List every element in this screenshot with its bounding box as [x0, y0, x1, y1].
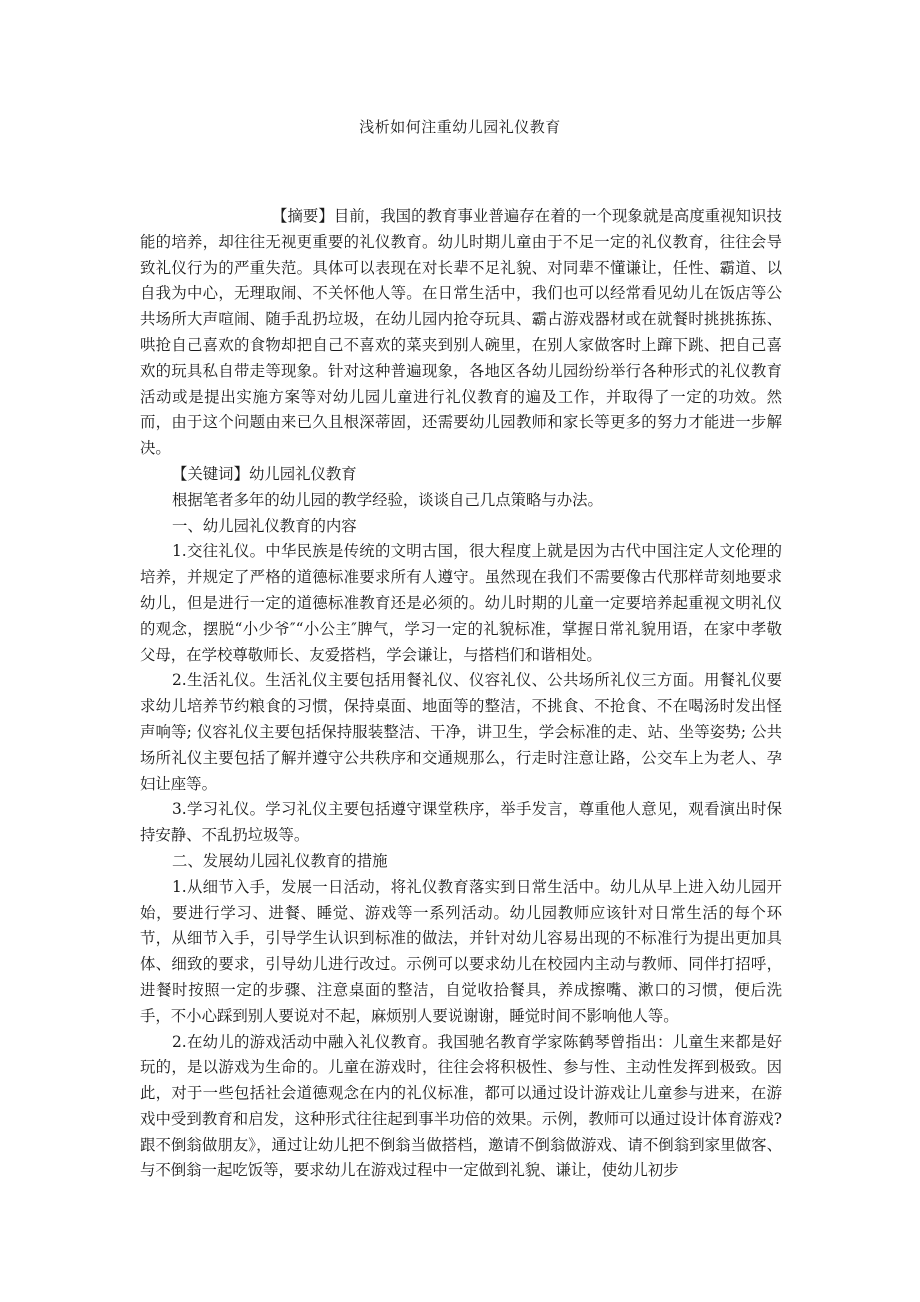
- paragraph-life-etiquette: 2.生活礼仪。生活礼仪主要包括用餐礼仪、仪容礼仪、公共场所礼仪三方面。用餐礼仪要求幼儿培养节约粮食的习惯，保持桌面、地面等的整洁，不挑食、不抢食、不在喝汤时发出怪声响等; 仪容礼仪主要包括保持服装整洁、干净，讲卫生，学会标准的走、站、坐等姿势; 公共场所礼仪主要包括了解并遵守公共秩序和交通规那么，行走时注意让路，公交车上为老人、孕妇让座等。: [140, 671, 782, 793]
- section-heading-2: 二、发展幼儿园礼仪教育的措施: [172, 851, 388, 870]
- paragraph-daily-activities: 1.从细节入手，发展一日活动，将礼仪教育落实到日常生活中。幼儿从早上进入幼儿园开始，要进行学习、进餐、睡觉、游戏等一系列活动。幼儿园教师应该针对日常生活的每个环节，从细节入手，引导学生认识到标准的做法，并针对幼儿容易出现的不标准行为提出更加具体、细致的要求，引导幼儿进行改过。示例可以要求幼儿在校园内主动与教师、同伴打招呼，进餐时按照一定的步骤、注意桌面的整洁，自觉收拾餐具，养成擦嘴、漱口的习惯，便后洗手，不小心踩到别人要说对不起，麻烦别人要说谢谢，睡觉时间不影响他人等。: [140, 877, 782, 1025]
- paragraph-game-activities: 2.在幼儿的游戏活动中融入礼仪教育。我国驰名教育学家陈鹤琴曾指出：儿童生来都是好玩的，是以游戏为生命的。儿童在游戏时，往往会将积极性、参与性、主动性发挥到极致。因此，对于一些包括社会道德观念在内的礼仪标准，都可以通过设计游戏让儿童参与进来，在游戏中受到教育和启发，这种形式往往起到事半功倍的效果。示例，教师可以通过设计体育游戏?跟不倒翁做朋友》，通过让幼儿把不倒翁当做搭档，邀请不倒翁做游戏、请不倒翁到家里做客、与不倒翁一起吃饭等，要求幼儿在游戏过程中一定做到礼貌、谦让，使幼儿初步: [140, 1032, 782, 1180]
- document-body: [140, 204, 782, 1184]
- document-title: 浅析如何注重幼儿园礼仪教育: [359, 118, 561, 136]
- section-heading-1: 一、幼儿园礼仪教育的内容: [172, 516, 357, 535]
- intro-paragraph: 根据笔者多年的幼儿园的教学经验，谈谈自己几点策略与办法。: [172, 490, 603, 509]
- abstract-paragraph: 【摘要】目前，我国的教育事业普遍存在着的一个现象就是高度重视知识技能的培养，却往往无视更重要的礼仪教育。幼儿时期儿童由于不足一定的礼仪教育，往往会导致礼仪行为的严重失范。具体可以表现在对长辈不足礼貌、对同辈不懂谦让，任性、霸道、以自我为中心，无理取闹、不关怀他人等。在日常生活中，我们也可以经常看见幼儿在饭店等公共场所大声喧闹、随手乱扔垃圾，在幼儿园内抢夺玩具、霸占游戏器材或在就餐时挑挑拣拣、哄抢自己喜欢的食物却把自己不喜欢的菜夹到别人碗里，在别人家做客时上蹿下跳、把自己喜欢的玩具私自带走等现象。针对这种普遍现象，各地区各幼儿园纷纷举行各种形式的礼仪教育活动或是提出实施方案等对幼儿园儿童进行礼仪教育的遍及工作，并取得了一定的功效。然而，由于这个问题由来已久且根深蒂固，还需要幼儿园教师和家长等更多的努力才能进一步解决。: [140, 207, 782, 458]
- paragraph-study-etiquette: 3.学习礼仪。学习礼仪主要包括遵守课堂秩序，举手发言，尊重他人意见，观看演出时保持安静、不乱扔垃圾等。: [140, 800, 782, 845]
- paragraph-communication-etiquette: 1.交往礼仪。中华民族是传统的文明古国，很大程度上就是因为古代中国注定人文伦理的培养，并规定了严格的道德标准要求所有人遵守。虽然现在我们不需要像古代那样苛刻地要求幼儿，但是进行一定的道德标准教育还是必须的。幼儿时期的儿童一定要培养起重视文明礼仪的观念，摆脱“小少爷″“小公主″脾气，学习一定的礼貌标准，掌握日常礼貌用语，在家中孝敬父母，在学校尊敬师长、友爱搭档，学会谦让，与搭档们和谐相处。: [140, 542, 782, 664]
- keywords-paragraph: 【关键词】幼儿园礼仪教育: [172, 464, 357, 483]
